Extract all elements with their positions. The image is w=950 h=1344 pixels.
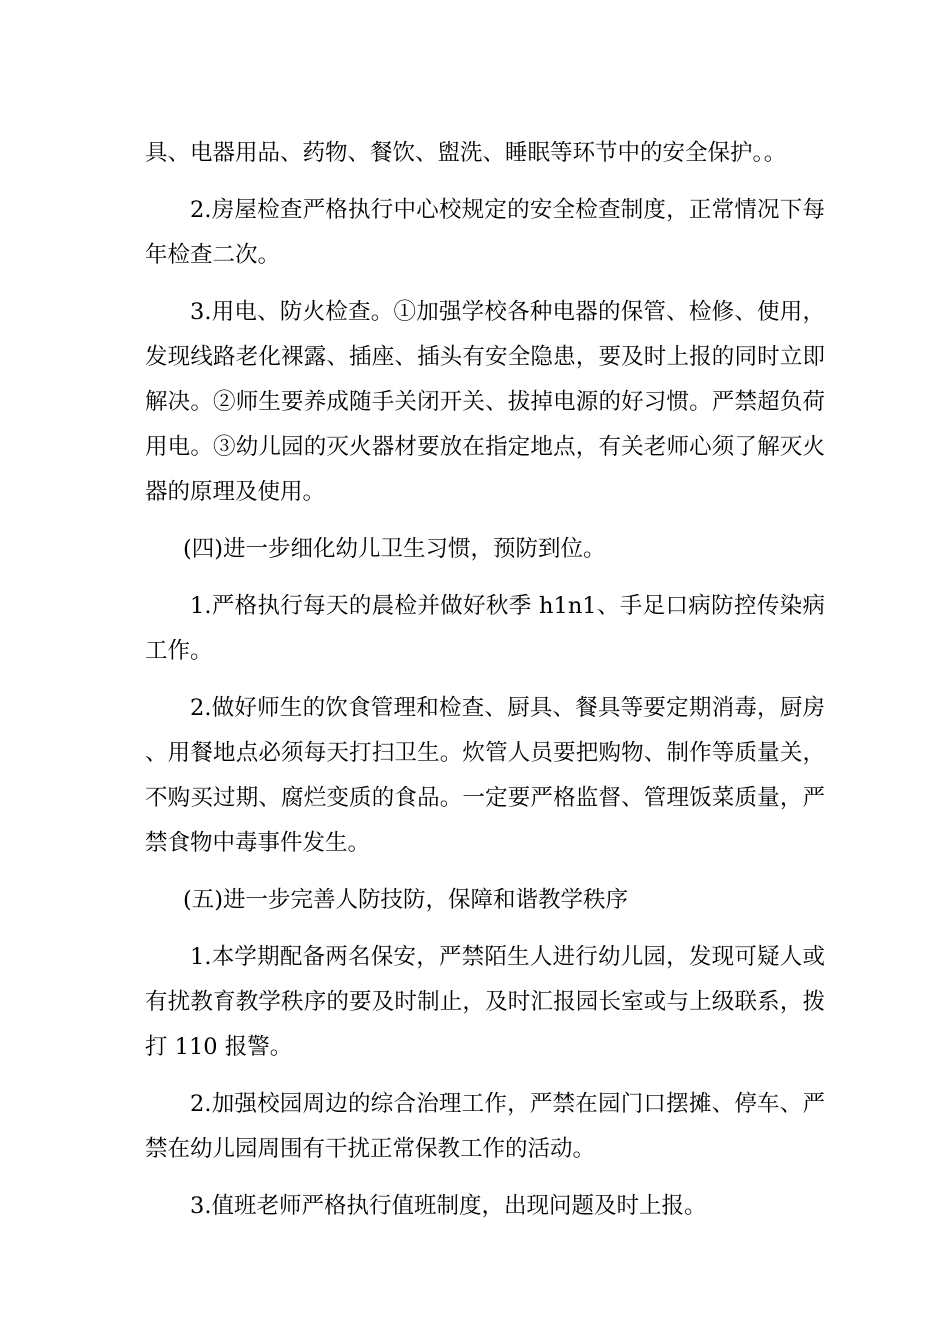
paragraph-security-guards: 1.本学期配备两名保安，严禁陌生人进行幼儿园，发现可疑人或有扰教育教学秩序的要及时制止，及时汇报园长室或与上级联系，拨打 110 报警。	[145, 944, 825, 1060]
section-heading-hygiene: (四)进一步细化幼儿卫生习惯，预防到位。	[183, 536, 606, 562]
paragraph-morning-check: 1.严格执行每天的晨检并做好秋季 h1n1、手足口病防控传染病工作。	[145, 593, 825, 664]
paragraph-duty-teacher: 3.值班老师严格执行值班制度，出现问题及时上报。	[190, 1193, 707, 1219]
paragraph-food-management: 2.做好师生的饮食管理和检查、厨具、餐具等要定期消毒，厨房、用餐地点必须每天打扫卫生。炊管人员要把购物、制作等质量关，不购买过期、腐烂变质的食品。一定要严格监督、管理饭菜质量，严禁食物中毒事件发生。	[145, 695, 825, 856]
document-body	[145, 131, 825, 1241]
section-heading-security: (五)进一步完善人防技防，保障和谐教学秩序	[183, 887, 629, 913]
paragraph-campus-surroundings: 2.加强校园周边的综合治理工作，严禁在园门口摆摊、停车、严禁在幼儿园周围有干扰正常保教工作的活动。	[145, 1091, 825, 1162]
paragraph-house-inspection: 2.房屋检查严格执行中心校规定的安全检查制度，正常情况下每年检查二次。	[145, 197, 825, 268]
paragraph-continuation: 具、电器用品、药物、餐饮、盥洗、睡眠等环节中的安全保护。。	[145, 140, 787, 166]
paragraph-electricity-fire-inspection: 3.用电、防火检查。①加强学校各种电器的保管、检修、使用，发现线路老化裸露、插座、插头有安全隐患，要及时上报的同时立即解决。②师生要养成随手关闭开关、拔掉电源的好习惯。严禁超负荷用电。③幼儿园的灭火器材要放在指定地点，有关老师心须了解灭火器的原理及使用。	[145, 299, 825, 505]
